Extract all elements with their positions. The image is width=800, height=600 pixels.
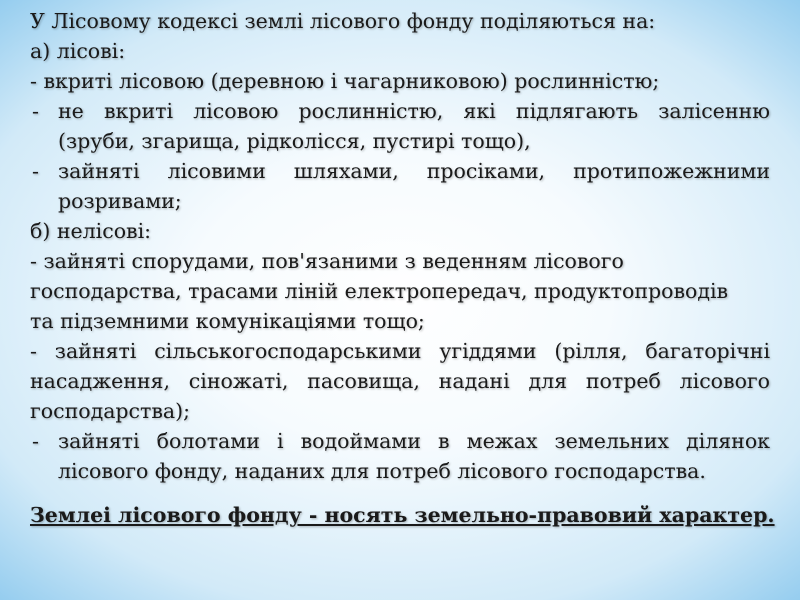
- conclusion-text: Землеі лісового фонду - носять земельно-правовий характер.: [30, 503, 775, 527]
- section-b-item-3-line-2: лісового фонду, наданих для потреб лісового господарства.: [58, 459, 706, 483]
- section-b-item-1-line-2: господарства, трасами ліній електропередач, продуктопроводів: [30, 279, 729, 303]
- section-b-item-1-line-3: та підземними комунікаціями тощо;: [30, 309, 425, 333]
- section-b-item-3: [30, 426, 770, 486]
- section-b-heading: б) нелісові:: [30, 219, 152, 243]
- section-a-item-2-line-2: (зруби, згарища, рідколісся, пустирі тощо),: [58, 129, 531, 153]
- section-a-item-2: [30, 96, 770, 156]
- section-a-item-3-line-1: зайняті лісовими шляхами, просіками, протипожежними: [58, 159, 770, 183]
- slide-content: [30, 6, 775, 530]
- bullet-dash: -: [32, 99, 39, 123]
- section-a-item-3-line-2: розривами;: [58, 189, 182, 213]
- intro-text: У Лісовому кодексі землі лісового фонду поділяються на:: [30, 9, 656, 33]
- bullet-dash: -: [32, 429, 39, 453]
- section-b-item-3-line-1: зайняті болотами і водоймами в межах земельних ділянок: [58, 429, 770, 453]
- section-a-heading: а) лісові:: [30, 39, 126, 63]
- section-b-item-2-line-1: - зайняті сільськогосподарськими угіддями (рілля, багаторічні: [30, 339, 770, 363]
- section-a-item-3: [30, 156, 770, 216]
- bullet-dash: -: [32, 159, 39, 183]
- section-b-item-1-line-1: - зайняті спорудами, пов'язаними з веденням лісового: [30, 249, 624, 273]
- section-a-item-1: - вкриті лісовою (деревною і чагарниковою) рослинністю;: [30, 69, 660, 93]
- section-a-item-2-line-1: не вкриті лісовою рослинністю, які підлягають залісенню: [58, 99, 770, 123]
- section-b-item-2-line-2: насадження, сіножаті, пасовища, надані для потреб лісового: [30, 369, 770, 393]
- section-b-item-2-line-3: господарства);: [30, 399, 191, 423]
